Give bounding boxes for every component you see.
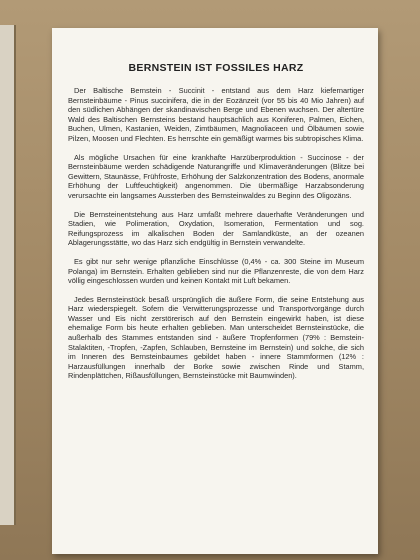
adjacent-frame-edge — [0, 25, 16, 525]
paragraph-formation: Die Bernsteinentstehung aus Harz umfaßt mehrere dauerhafte Veränderungen und Stadien, wie Polimeration, Oxydation, Isomeration, Fermentation und sog. Reifungsprozess im alkalischen Boden der Samlandküste, an der ozeanen Ablagerungsstätte, wo das Harz sich endgültig in Bernstein verwandelte. — [68, 209, 364, 248]
info-sign — [52, 28, 378, 554]
paragraph-inclusions: Es gibt nur sehr wenige pflanzliche Einschlüsse (0,4% - ca. 300 Steine im Museum Polanga) im Bernstein. Erhalten geblieben sind nur die Pflanzenreste, die von dem Harz völlig eingeschlossen wurden und keinen Kontakt mit Luft bekamen. — [68, 256, 364, 286]
sign-title: BERNSTEIN IST FOSSILES HARZ — [128, 62, 304, 74]
paragraph-forms: Jedes Bernsteinstück besaß ursprünglich die äußere Form, die seine Entstehung aus Harz wiederspiegelt. Sofern die Verwitterungsprozesse und Transportvorgänge durch Wasser und Eis nicht zerstörerisch auf den Bernstein eingewirkt haben, ist diese ehemalige Form bis heute erhalten geblieben. Man unterscheidet Bernsteinstücke, die außerhalb des Stammes entstanden sind - äußere Tropfenformen (79% : Bernstein-Stalaktiten, -Tropfen, -Zapfen, Schlauben, Bernsteine im Bernstein) und solche, die sich im Inneren des Bernsteinbaumes gebildet haben - innere Stammformen (12% : Harzausfüllungen innerhalb der Borke sowie zwischen Rinde und Stamm, Rindenplättchen, Rißausfüllungen, Bernsteinstücke mit Baumwinden). — [68, 294, 364, 381]
paragraph-origin: Der Baltische Bernstein - Succinit - entstand aus dem Harz kiefernartiger Bernsteinbäume - Pinus succinifera, die in der Eozänzeit (vor 55 bis 40 Mio Jahren) auf den südlichen Abhängen der skandinavischen Berge und Ebenen wuchsen. Der altertüre Wald des Baltischen Bernsteins bestand hauptsächlich aus Koniferen, Palmen, Eichen, Buchen, Ulmen, Kastanien, Weiden, Zimtbäumen, Magnoliaceen und Ölbäumen sowie Pilzen, Moosen und Flechten. Es herrschte ein gemäßigt warmes bis subtropisches Klima. — [68, 86, 364, 143]
paragraph-causes: Als mögliche Ursachen für eine krankhafte Harzüberproduktion - Succinose - der Bernsteinbäume werden schädigende Naturangriffe und Klimaveränderungen (Blitze bei Gewittern, Staunässe, Frühfroste, Erhöhung der Salzkonzentration des Bodens, anormale Erhöhung der Luftfeuchtigkeit) angenommen. Die übermäßige Harzabsonderung verursachte ein langsames Aussterben des Bernsteinwaldes zu Beginn des Oligozäns. — [68, 152, 364, 200]
